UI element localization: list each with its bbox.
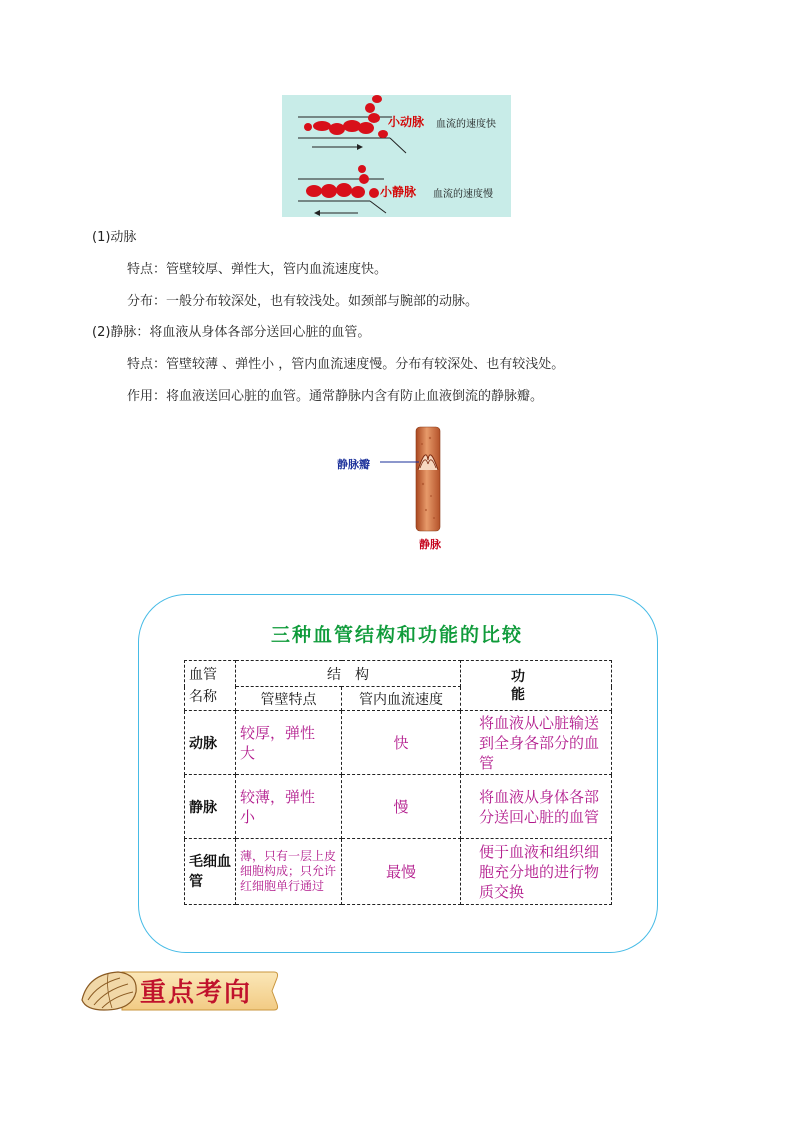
key-points-banner-text: 重点考向 — [140, 978, 253, 1008]
table-row — [185, 775, 612, 839]
header-vessel-name: 血管 名称 — [185, 661, 236, 711]
vein-feature: 特点：管壁较薄 、弹性小 ，管内血流速度慢。分布有较深处、也有较浅处。 — [127, 357, 565, 372]
table-row — [185, 839, 612, 905]
row-function: 便于血液和组织细胞充分地的进行物质交换 — [461, 839, 612, 905]
row-function: 将血液从心脏输送到全身各部分的血管 — [461, 711, 612, 775]
artery-feature: 特点：管壁较厚、弹性大，管内血流速度快。 — [127, 262, 388, 277]
vein-valve-figure — [330, 424, 470, 554]
vein-speed-note: 血流的速度慢 — [433, 189, 493, 200]
vein-heading: (2)静脉：将血液从身体各部分送回心脏的血管。 — [92, 325, 371, 340]
vein-function: 作用：将血液送回心脏的血管。通常静脉内含有防止血液倒流的静脉瓣。 — [127, 389, 544, 404]
artery-heading: (1)动脉 — [92, 230, 137, 245]
shell-icon — [82, 972, 136, 1010]
header-wall: 管壁特点 — [236, 687, 342, 711]
header-structure: 结 构 — [236, 661, 461, 687]
row-name: 动脉 — [185, 711, 236, 775]
small-artery-label: 小动脉 — [388, 115, 425, 129]
row-name: 毛细血管 — [185, 839, 236, 905]
artery-speed-note: 血流的速度快 — [436, 119, 496, 130]
row-function: 将血液从身体各部分送回心脏的血管 — [461, 775, 612, 839]
row-name: 静脉 — [185, 775, 236, 839]
row-wall: 较薄，弹性小 — [236, 775, 342, 839]
row-wall: 薄，只有一层上皮细胞构成；只允许红细胞单行通过 — [236, 839, 342, 905]
vein-illustration — [330, 424, 470, 554]
header-function: 功 能 — [461, 661, 612, 711]
comparison-table — [184, 660, 612, 905]
comparison-title: 三种血管结构和功能的比较 — [270, 624, 523, 646]
row-speed: 快 — [342, 711, 461, 775]
table-row — [185, 711, 612, 775]
row-speed: 慢 — [342, 775, 461, 839]
blood-flow-diagram — [282, 95, 511, 217]
row-wall: 较厚，弹性大 — [236, 711, 342, 775]
vein-valve-label: 静脉瓣 — [337, 458, 370, 471]
vein-label: 静脉 — [419, 538, 441, 551]
row-speed: 最慢 — [342, 839, 461, 905]
artery-distribution: 分布：一般分布较深处，也有较浅处。如颈部与腕部的动脉。 — [127, 294, 479, 309]
small-vein-label: 小静脉 — [380, 185, 417, 199]
header-speed: 管内血流速度 — [342, 687, 461, 711]
